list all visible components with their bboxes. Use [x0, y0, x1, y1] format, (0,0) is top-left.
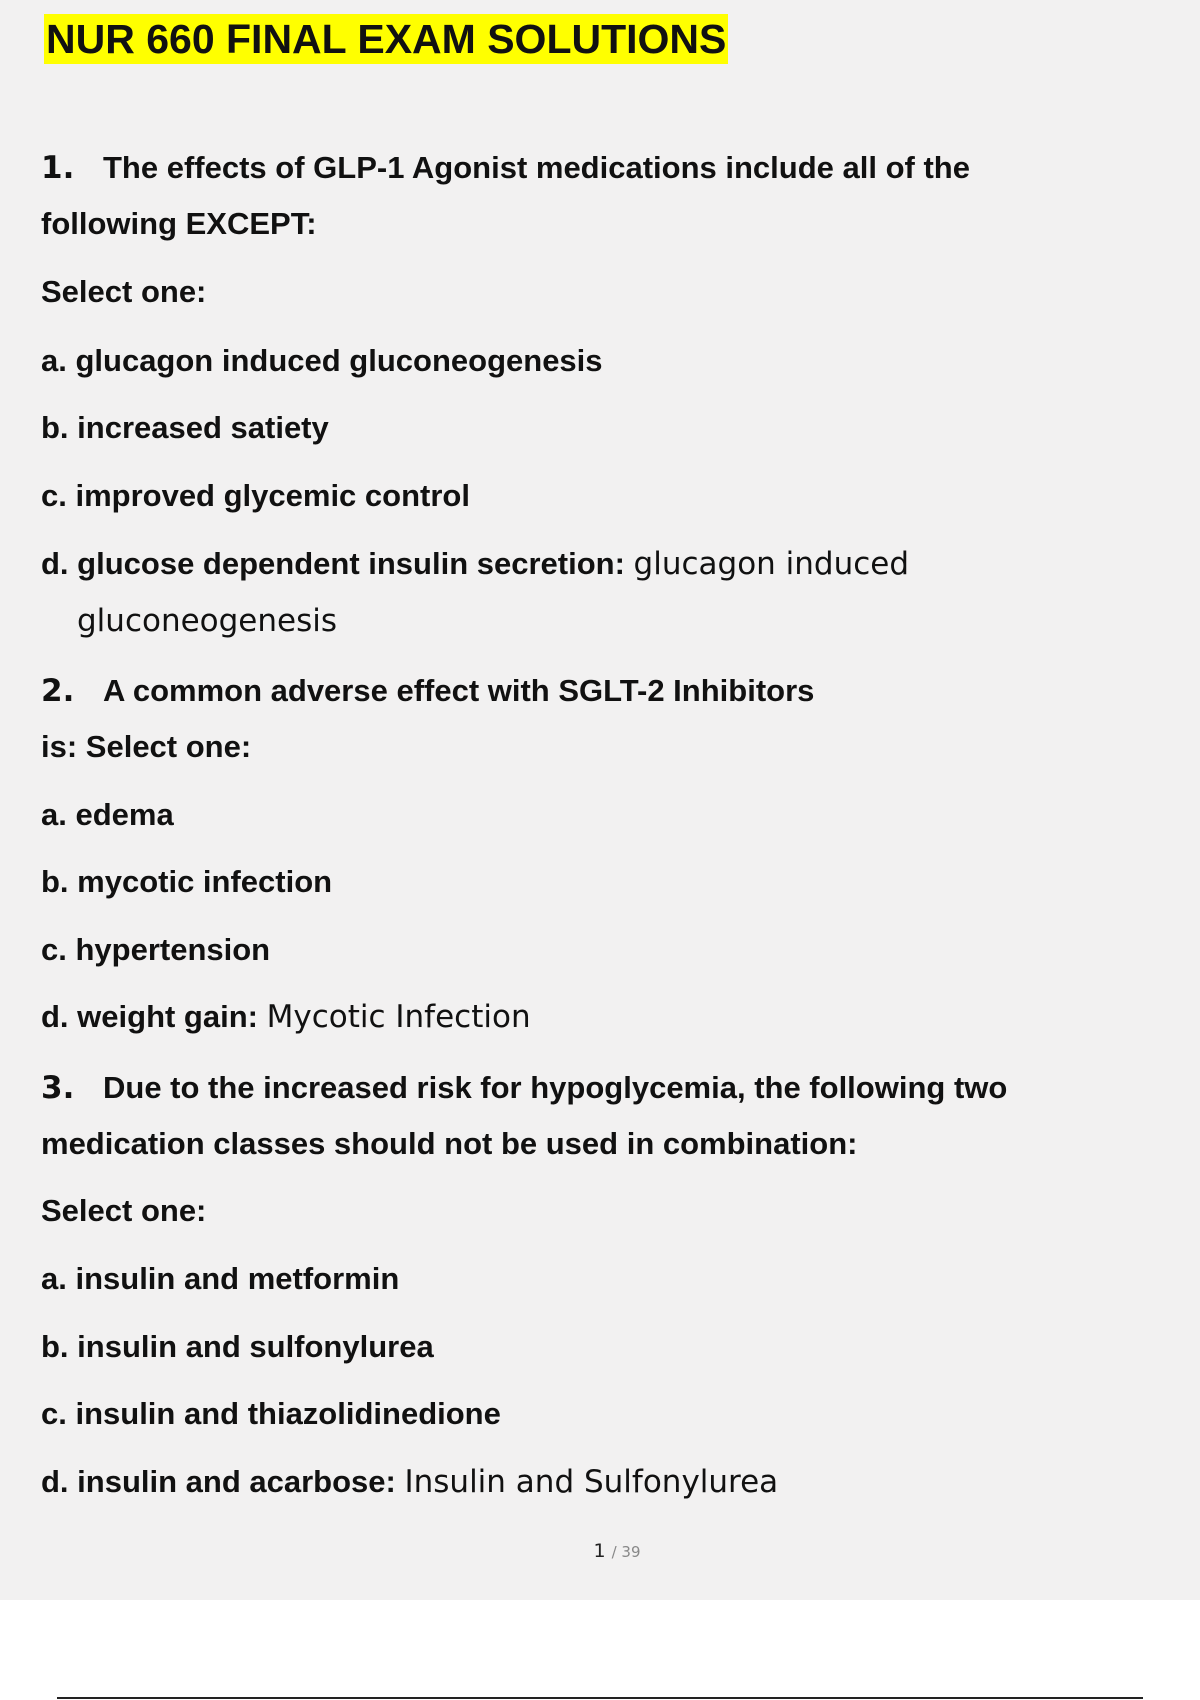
question-1-option-c: c. improved glycemic control: [41, 478, 470, 513]
question-3-number: 3.: [41, 1070, 75, 1106]
question-2-answer: Mycotic Infection: [266, 999, 531, 1035]
question-3-option-d: d. insulin and acarbose:: [41, 1464, 396, 1499]
question-1-option-d-line: [41, 544, 909, 584]
question-3-option-c: c. insulin and thiazolidinedione: [41, 1396, 501, 1431]
question-1-number: 1.: [41, 150, 75, 186]
question-2-stem-line-2: is: Select one:: [41, 729, 252, 764]
question-1-answer-line-2: gluconeogenesis: [77, 603, 338, 639]
question-2-option-b: b. mycotic infection: [41, 864, 333, 899]
question-1-option-b: b. increased satiety: [41, 410, 329, 445]
question-1-answer-line-1: glucagon induced: [633, 546, 910, 582]
question-1-stem-line-1: [41, 148, 970, 188]
question-3-select-one: Select one:: [41, 1193, 207, 1228]
question-3-option-b: b. insulin and sulfonylurea: [41, 1329, 434, 1364]
question-3-option-d-line: [41, 1462, 778, 1502]
question-2-option-a: a. edema: [41, 797, 174, 832]
question-1-select-one: Select one:: [41, 274, 207, 309]
question-3-option-a: a. insulin and metformin: [41, 1261, 400, 1296]
question-3-stem-text-1: Due to the increased risk for hypoglycemia, the following two: [103, 1070, 1008, 1105]
question-2-option-c: c. hypertension: [41, 932, 271, 967]
question-2-option-d: d. weight gain:: [41, 999, 258, 1034]
question-3-stem-line-1: [41, 1068, 1007, 1108]
question-1-option-d: d. glucose dependent insulin secretion:: [41, 546, 625, 581]
question-3-answer: Insulin and Sulfonylurea: [404, 1464, 779, 1500]
page-current: 1: [593, 1540, 606, 1562]
question-2-stem-line-1: [41, 671, 814, 711]
question-2-option-d-line: [41, 997, 531, 1037]
question-2-number: 2.: [41, 673, 75, 709]
document-title: NUR 660 FINAL EXAM SOLUTIONS: [46, 16, 727, 62]
question-3-stem-line-2: medication classes should not be used in combination:: [41, 1126, 858, 1161]
question-2-stem-text-1: A common adverse effect with SGLT-2 Inhibitors: [103, 673, 815, 708]
question-1-option-a: a. glucagon induced gluconeogenesis: [41, 343, 603, 378]
question-1-stem-text-1: The effects of GLP-1 Agonist medications include all of the: [103, 150, 970, 185]
page-total: / 39: [611, 1543, 641, 1561]
page-indicator: [0, 1540, 1200, 1562]
question-1-stem-line-2: following EXCEPT:: [41, 206, 317, 241]
next-page-rule: [57, 1697, 1143, 1699]
